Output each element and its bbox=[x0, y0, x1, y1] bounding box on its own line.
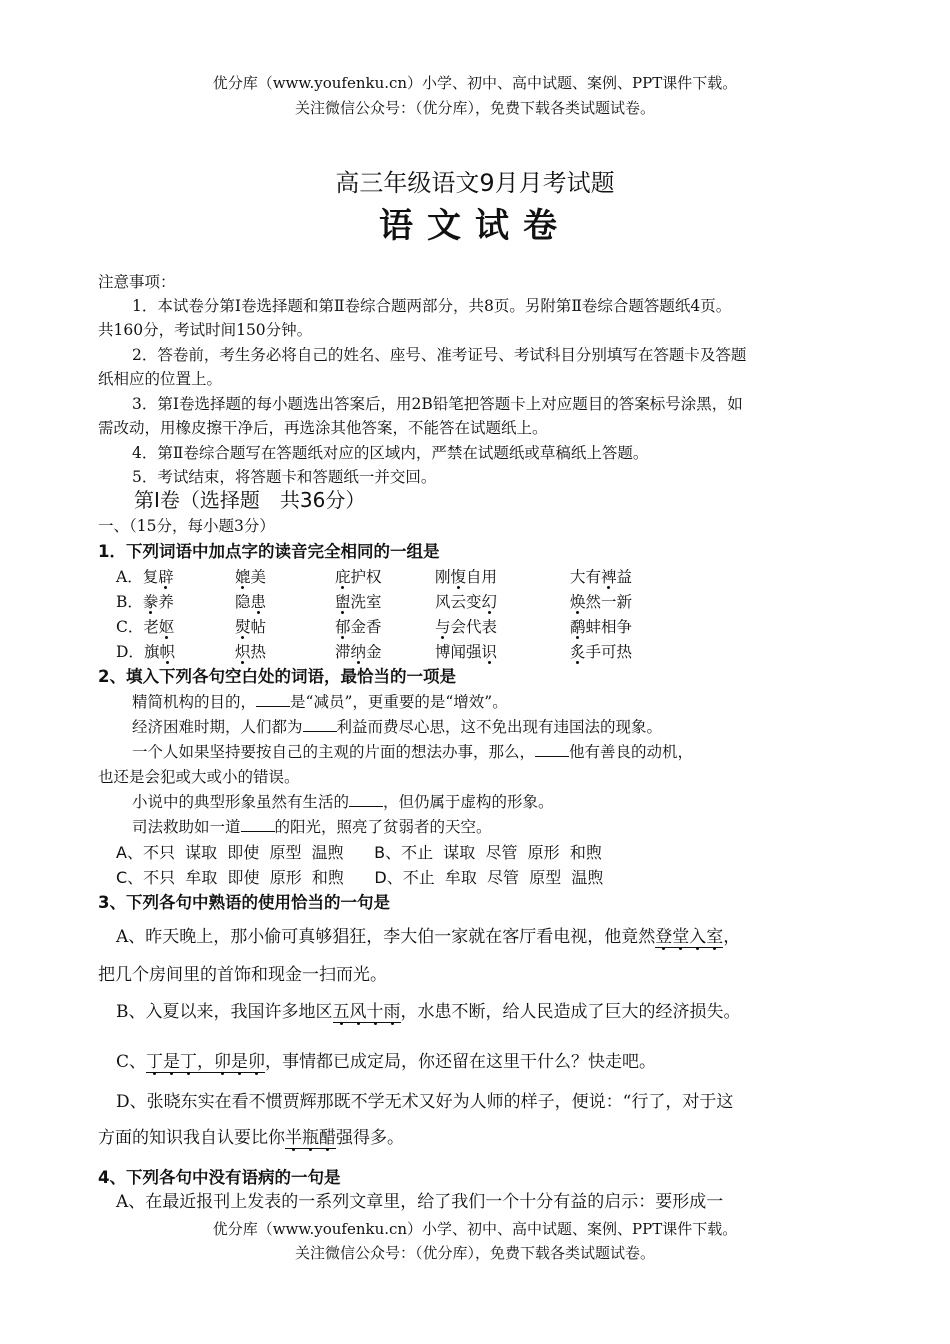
q2-sentence-3: 一个人如果坚持要按自己的主观的片面的想法办事，那么， 他有善良的动机， bbox=[132, 743, 694, 761]
q1-option-label: D． bbox=[116, 643, 144, 661]
exam-subtitle: 语文试卷 bbox=[379, 206, 571, 246]
exam-title: 高三年级语文9月月考试题 bbox=[335, 169, 615, 197]
q3-option-a-cont: 把几个房间里的首饰和现金一扫而光。 bbox=[98, 965, 387, 985]
q2-options-ab: A、不只 谋取 即使 原型 温煦 B、不止 谋取 尽管 原形 和煦 bbox=[116, 843, 602, 862]
q1-option-d-word-4: 博闻强识 bbox=[435, 643, 498, 661]
q2-sentence-5: 司法救助如一道 的阳光，照亮了贫弱者的天空。 bbox=[132, 818, 492, 836]
q1-option-c-word-2: 熨帖 bbox=[235, 618, 267, 636]
q1-option-c-word-4: 与会代表 bbox=[435, 618, 498, 636]
header-line-2: 关注微信公众号：（优分库），免费下载各类试题试卷。 bbox=[294, 99, 655, 117]
q2-sentence-1: 精简机构的目的， 是“减员”，更重要的是“增效”。 bbox=[132, 693, 508, 711]
q1-option-c-word-5: 鹬蚌相争 bbox=[570, 618, 633, 636]
notice-heading: 注意事项： bbox=[98, 273, 176, 291]
q1-option-d-word-1: D．旗帜 bbox=[116, 643, 175, 661]
emphasis-dot-char: 鹬 bbox=[570, 618, 586, 636]
emphasis-dot-char: 愎 bbox=[450, 568, 467, 586]
q2-sentence-2: 经济困难时期，人们都为 利益而费尽心思，这不免出现有违国法的现象。 bbox=[132, 718, 663, 736]
q1-option-a-word-4: 刚愎自用 bbox=[435, 568, 498, 586]
question-2-stem: 2、填入下列各句空白处的词语，最恰当的一项是 bbox=[98, 667, 456, 686]
q1-option-a-word-1: A．复辟 bbox=[116, 568, 174, 586]
question-3-stem: 3、下列各句中熟语的使用恰当的一句是 bbox=[98, 893, 390, 912]
emphasis-dot-char: 裨 bbox=[601, 568, 617, 586]
q1-option-label: C． bbox=[116, 618, 144, 636]
q3-option-a: A、昨天晚上，那小偷可真够猖狂，李大伯一家就在客厅看电视，他竟然登堂入室， bbox=[116, 927, 741, 947]
emphasis-dot-char: 识 bbox=[481, 643, 498, 661]
notice-item-2a: 2．答卷前，考生务必将自己的姓名、座号、准考证号、考试科目分别填写在答题卡及答题 bbox=[132, 346, 747, 364]
emphasis-dot-char: 辟 bbox=[158, 568, 174, 586]
emphasis-dot-char: 纳 bbox=[350, 643, 367, 661]
header-line-1: 优分库（www.youfenku.cn）小学、初中、高中试题、案例、PPT课件下载。 bbox=[212, 74, 738, 92]
notice-item-1a: 1．本试卷分第Ⅰ卷选择题和第Ⅱ卷综合题两部分，共8页。另附第Ⅱ卷综合题答题纸4页。 bbox=[132, 297, 732, 315]
emphasis-dot-char: 患 bbox=[250, 593, 267, 611]
emphasis-dot-char: 帜 bbox=[159, 643, 175, 661]
part-1-heading: 一、（15分，每小题3分） bbox=[98, 517, 275, 535]
emphasis-dot-char: 媲 bbox=[235, 568, 251, 586]
footer-line-2: 关注微信公众号：（优分库），免费下载各类试题试卷。 bbox=[294, 1244, 655, 1262]
q1-option-a-word-5: 大有裨益 bbox=[570, 568, 633, 586]
emphasis-dot-char: 炙 bbox=[570, 643, 586, 661]
notice-item-3a: 3．第Ⅰ卷选择题的每小题选出答案后，用2B铅笔把答题卡上对应题目的答案标号涂黑，如 bbox=[132, 395, 743, 413]
emphasis-dot-char: 焕 bbox=[570, 593, 586, 611]
q1-option-b-word-1: B．豢养 bbox=[116, 593, 174, 611]
notice-item-1b: 共160分，考试时间150分钟。 bbox=[98, 321, 313, 339]
notice-item-2b: 纸相应的位置上。 bbox=[98, 370, 223, 388]
q3-idiom-c: 丁是丁，卯是卯 bbox=[146, 1052, 266, 1072]
emphasis-dot-char: 幻 bbox=[481, 593, 498, 611]
notice-item-4: 4．第Ⅱ卷综合题写在答题纸对应的区域内，严禁在试题纸或草稿纸上答题。 bbox=[132, 444, 649, 462]
q1-option-d-word-5: 炙手可热 bbox=[570, 643, 633, 661]
q1-option-d-word-3: 滞纳金 bbox=[335, 643, 382, 661]
q2-options-cd: C、不只 牟取 即使 原形 和煦 D、不止 牟取 尽管 原型 温煦 bbox=[116, 868, 604, 887]
q1-option-d-word-2: 炽热 bbox=[235, 643, 267, 661]
emphasis-dot-char: 炽 bbox=[235, 643, 251, 661]
q3-idiom-b: 五风十雨 bbox=[332, 1002, 401, 1022]
emphasis-dot-char: 盥 bbox=[335, 593, 351, 611]
q1-option-b-word-2: 隐患 bbox=[235, 593, 267, 611]
q1-option-b-word-5: 焕然一新 bbox=[570, 593, 633, 611]
q1-option-b-word-3: 盥洗室 bbox=[335, 593, 382, 611]
q4-option-a: A、在最近报刊上发表的一系列文章里，给了我们一个十分有益的启示：要形成一 bbox=[116, 1192, 724, 1212]
q1-option-b-word-4: 风云变幻 bbox=[435, 593, 498, 611]
q3-idiom-d: 半瓶醋 bbox=[285, 1128, 336, 1148]
notice-item-5: 5．考试结束，将答题卡和答题纸一并交回。 bbox=[132, 468, 437, 486]
q1-option-a-word-3: 庇护权 bbox=[335, 568, 382, 586]
emphasis-dot-char: 妪 bbox=[158, 618, 175, 636]
q2-sentence-4: 小说中的典型形象虽然有生活的 ，但仍属于虚构的形象。 bbox=[132, 793, 554, 811]
question-1-stem: 1．下列词语中加点字的读音完全相同的一组是 bbox=[98, 542, 440, 561]
q3-option-d-cont: 方面的知识我自认要比你半瓶醋强得多。 bbox=[98, 1128, 404, 1148]
q1-option-label: A． bbox=[116, 568, 143, 586]
q1-option-c-word-1: C．老妪 bbox=[116, 618, 175, 636]
q1-option-a-word-2: 媲美 bbox=[235, 568, 267, 586]
footer-line-1: 优分库（www.youfenku.cn）小学、初中、高中试题、案例、PPT课件下载。 bbox=[212, 1220, 738, 1238]
q2-sentence-3-cont: 也还是会犯或大或小的错误。 bbox=[98, 768, 300, 786]
q1-option-c-word-3: 郁金香 bbox=[335, 618, 382, 636]
q3-option-b: B、入夏以来，我国许多地区五风十雨，水患不断，给人民造成了巨大的经济损失。 bbox=[116, 1002, 741, 1022]
q3-option-c: C、丁是丁，卯是卯，事情都已成定局，你还留在这里干什么？快走吧。 bbox=[116, 1052, 657, 1072]
notice-item-3b: 需改动，用橡皮擦干净后，再选涂其他答案，不能答在试题纸上。 bbox=[98, 419, 548, 437]
emphasis-dot-char: 豢 bbox=[142, 593, 159, 611]
emphasis-dot-char: 郁 bbox=[335, 618, 351, 636]
emphasis-dot-char: 庇 bbox=[335, 568, 351, 586]
question-4-stem: 4、下列各句中没有语病的一句是 bbox=[98, 1168, 341, 1187]
q3-idiom-a: 登堂入室 bbox=[655, 927, 724, 947]
emphasis-dot-char: 与 bbox=[435, 618, 451, 636]
emphasis-dot-char: 熨 bbox=[235, 618, 251, 636]
q3-option-d: D、张晓东实在看不惯贾辉那既不学无术又好为人师的样子，便说：“行了，对于这 bbox=[116, 1092, 734, 1112]
section-1-heading: 第Ⅰ卷（选择题 共36分） bbox=[134, 488, 366, 512]
q1-option-label: B． bbox=[116, 593, 143, 611]
